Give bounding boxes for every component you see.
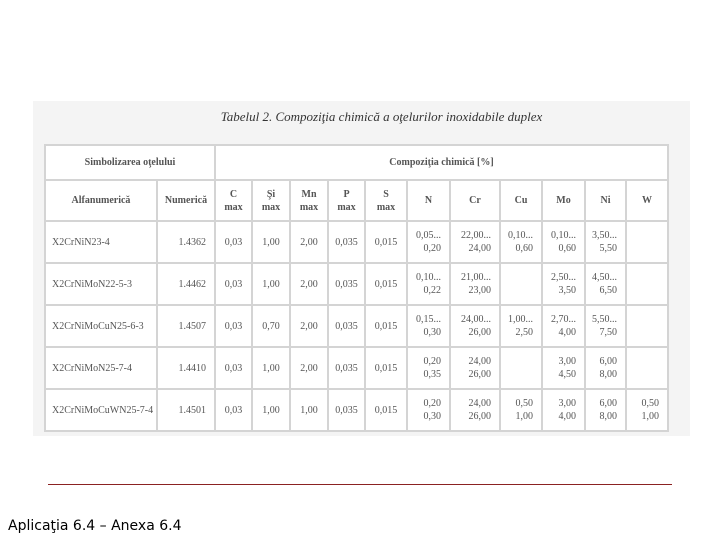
alfanumeric-cell: X2CrNiMoN22-5-3 <box>45 263 157 305</box>
s-cell: 0,015 <box>365 305 407 347</box>
si-cell: 1,00 <box>252 389 290 431</box>
numeric-cell: 1.4362 <box>157 221 215 263</box>
n-cell: 0,20 0,30 <box>407 389 450 431</box>
p-cell: 0,035 <box>328 221 365 263</box>
c-cell: 0,03 <box>215 221 252 263</box>
ni-cell: 6,00 8,00 <box>585 347 626 389</box>
table-figure <box>33 101 690 436</box>
mn-cell: 2,00 <box>290 305 328 347</box>
alfanumeric-cell: X2CrNiN23-4 <box>45 221 157 263</box>
p-cell: 0,035 <box>328 347 365 389</box>
column-header: S max <box>365 180 407 221</box>
mn-cell: 2,00 <box>290 347 328 389</box>
mo-cell: 0,10... 0,60 <box>542 221 585 263</box>
mo-cell: 2,50... 3,50 <box>542 263 585 305</box>
cr-cell: 24,00 26,00 <box>450 347 500 389</box>
mn-cell: 2,00 <box>290 263 328 305</box>
column-header: N <box>407 180 450 221</box>
s-cell: 0,015 <box>365 221 407 263</box>
p-cell: 0,035 <box>328 305 365 347</box>
table-row <box>45 347 668 389</box>
si-cell: 1,00 <box>252 263 290 305</box>
column-header: Şi max <box>252 180 290 221</box>
column-header: Cu <box>500 180 542 221</box>
p-cell: 0,035 <box>328 263 365 305</box>
numeric-cell: 1.4410 <box>157 347 215 389</box>
divider-line <box>48 484 672 485</box>
ni-cell: 5,50... 7,50 <box>585 305 626 347</box>
si-cell: 1,00 <box>252 347 290 389</box>
si-cell: 1,00 <box>252 221 290 263</box>
column-header-row <box>45 180 668 221</box>
numeric-cell: 1.4462 <box>157 263 215 305</box>
mn-cell: 2,00 <box>290 221 328 263</box>
c-cell: 0,03 <box>215 263 252 305</box>
c-cell: 0,03 <box>215 347 252 389</box>
c-cell: 0,03 <box>215 389 252 431</box>
composition-group-header: Compoziţia chimică [%] <box>215 145 668 180</box>
symbol-group-header: Simbolizarea oţelului <box>45 145 215 180</box>
column-header: Cr <box>450 180 500 221</box>
ni-cell: 4,50... 6,50 <box>585 263 626 305</box>
alfanumeric-cell: X2CrNiMoN25-7-4 <box>45 347 157 389</box>
table-row <box>45 389 668 431</box>
w-cell <box>626 263 668 305</box>
table-row <box>45 305 668 347</box>
column-header: Ni <box>585 180 626 221</box>
table-row <box>45 263 668 305</box>
column-header: P max <box>328 180 365 221</box>
w-cell <box>626 221 668 263</box>
n-cell: 0,15... 0,30 <box>407 305 450 347</box>
table-row <box>45 221 668 263</box>
cr-cell: 24,00... 26,00 <box>450 305 500 347</box>
mo-cell: 3,00 4,00 <box>542 389 585 431</box>
c-cell: 0,03 <box>215 305 252 347</box>
mo-cell: 2,70... 4,00 <box>542 305 585 347</box>
cu-cell <box>500 347 542 389</box>
n-cell: 0,05... 0,20 <box>407 221 450 263</box>
column-header: C max <box>215 180 252 221</box>
mo-cell: 3,00 4,50 <box>542 347 585 389</box>
cr-cell: 24,00 26,00 <box>450 389 500 431</box>
slide-footer: Aplicaţia 6.4 – Anexa 6.4 <box>8 518 182 534</box>
cu-cell: 0,10... 0,60 <box>500 221 542 263</box>
n-cell: 0,10... 0,22 <box>407 263 450 305</box>
p-cell: 0,035 <box>328 389 365 431</box>
cr-cell: 22,00... 24,00 <box>450 221 500 263</box>
s-cell: 0,015 <box>365 347 407 389</box>
ni-cell: 6,00 8,00 <box>585 389 626 431</box>
si-cell: 0,70 <box>252 305 290 347</box>
w-cell: 0,50 1,00 <box>626 389 668 431</box>
cu-cell <box>500 263 542 305</box>
ni-cell: 3,50... 5,50 <box>585 221 626 263</box>
n-cell: 0,20 0,35 <box>407 347 450 389</box>
alfanumeric-cell: X2CrNiMoCuN25-6-3 <box>45 305 157 347</box>
numeric-cell: 1.4501 <box>157 389 215 431</box>
mn-cell: 1,00 <box>290 389 328 431</box>
column-header: W <box>626 180 668 221</box>
cu-cell: 0,50 1,00 <box>500 389 542 431</box>
cr-cell: 21,00... 23,00 <box>450 263 500 305</box>
column-header: Mn max <box>290 180 328 221</box>
w-cell <box>626 347 668 389</box>
column-header: Mo <box>542 180 585 221</box>
w-cell <box>626 305 668 347</box>
composition-table <box>44 144 669 432</box>
header-group-row <box>45 145 668 180</box>
column-header: Alfanumerică <box>45 180 157 221</box>
s-cell: 0,015 <box>365 263 407 305</box>
table-caption: Tabelul 2. Compoziţia chimică a oţelurilor inoxidabile duplex <box>220 109 543 124</box>
s-cell: 0,015 <box>365 389 407 431</box>
column-header: Numerică <box>157 180 215 221</box>
numeric-cell: 1.4507 <box>157 305 215 347</box>
cu-cell: 1,00... 2,50 <box>500 305 542 347</box>
alfanumeric-cell: X2CrNiMoCuWN25-7-4 <box>45 389 157 431</box>
